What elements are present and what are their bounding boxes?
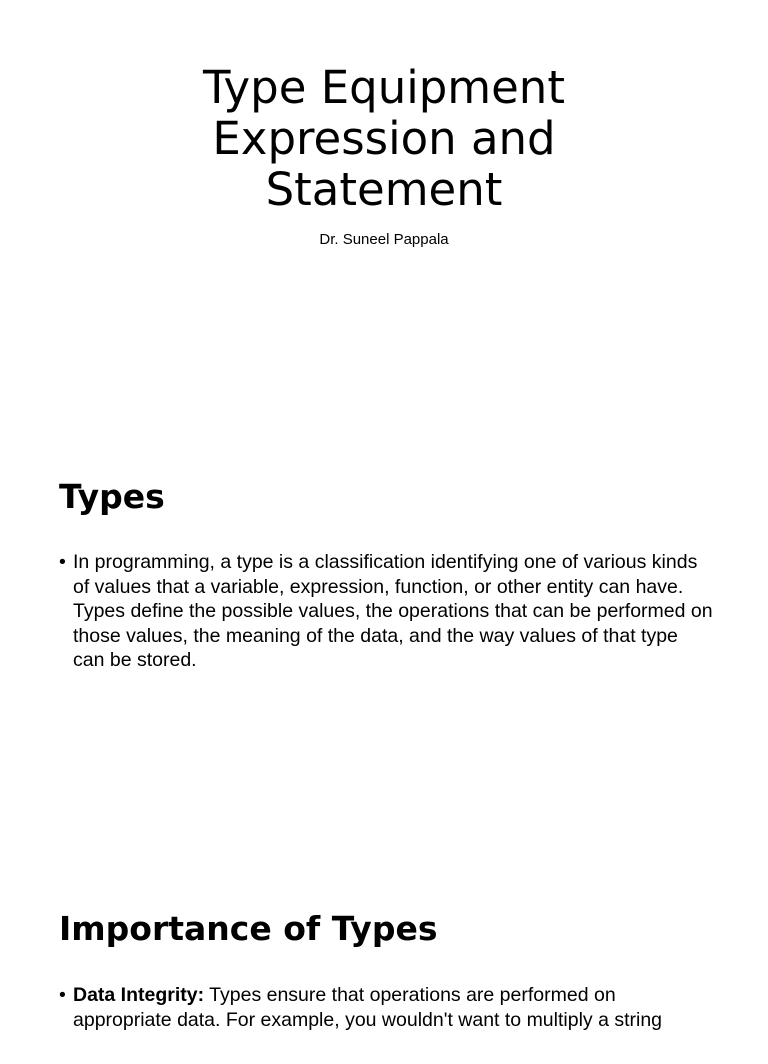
title-line: Type Equipment [203,61,565,114]
bullet-list [59,983,714,1032]
slide-heading: Importance of Types [59,909,438,948]
title-line: Statement [265,163,503,216]
title-slide [0,0,768,432]
list-item [59,550,714,673]
list-item [59,983,714,1032]
bullet-marker: • [59,551,66,573]
bullet-text: In programming, a type is a classification identifying one of various kinds of values that a variable, expression, function, or other entity can have. Types define the possible values, the operations that can be performed on those values, the meaning of the data, and the way values of that type can be stored. [73,551,713,671]
bullet-list [59,550,714,673]
importance-slide [0,864,768,1064]
bullet-marker: • [59,984,66,1006]
title-line: Expression and [212,112,556,165]
slide-heading: Types [59,477,165,516]
author-name: Dr. Suneel Pappala [319,231,449,248]
bullet-term: Data Integrity: [73,984,205,1006]
types-slide [0,432,768,864]
bullet-text: Types ensure that operations are performed on appropriate data. For example, you wouldn't want to multiply a string [73,984,663,1031]
presentation-title [0,62,768,215]
